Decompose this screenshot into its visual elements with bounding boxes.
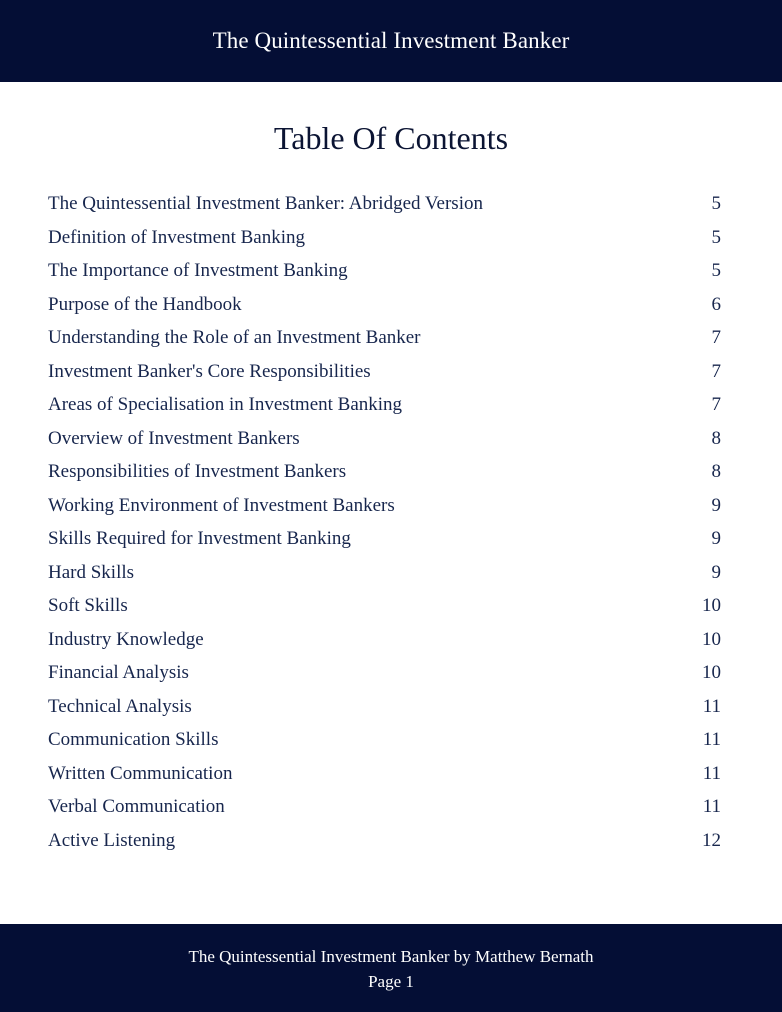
toc-entry-page: 6 bbox=[711, 293, 721, 315]
toc-entry[interactable] bbox=[48, 327, 721, 361]
toc-entry-label: The Quintessential Investment Banker: Abridged Version bbox=[48, 193, 483, 214]
toc-entry-label: Understanding the Role of an Investment Banker bbox=[48, 327, 421, 348]
toc-entry-label: Financial Analysis bbox=[48, 662, 189, 683]
header-title: The Quintessential Investment Banker bbox=[212, 28, 570, 53]
toc-entry-label: Areas of Specialisation in Investment Banking bbox=[48, 394, 403, 415]
toc-entry[interactable] bbox=[48, 662, 721, 696]
toc-entry-label: Soft Skills bbox=[48, 595, 128, 616]
toc-entry[interactable] bbox=[48, 796, 721, 830]
toc-entry-label: Technical Analysis bbox=[48, 695, 192, 717]
toc-entry-page: 11 bbox=[702, 729, 721, 750]
page-footer bbox=[0, 924, 782, 1012]
toc-entry-label: Definition of Investment Banking bbox=[48, 226, 305, 248]
toc-entry-page: 10 bbox=[702, 628, 721, 650]
toc-entry-page: 10 bbox=[702, 595, 721, 616]
toc-entry-label: The Importance of Investment Banking bbox=[48, 260, 348, 281]
toc-entry-label: Active Listening bbox=[48, 829, 176, 851]
toc-entry-label: Overview of Investment Bankers bbox=[48, 427, 300, 449]
toc-entry-page: 5 bbox=[711, 226, 721, 248]
toc-entry-page: 11 bbox=[702, 796, 721, 817]
toc-entry-page: 9 bbox=[711, 528, 721, 549]
toc-entry[interactable] bbox=[48, 495, 721, 529]
toc-entry[interactable] bbox=[48, 227, 721, 261]
footer-page-number: Page 1 bbox=[368, 972, 414, 991]
toc-entry-page: 5 bbox=[711, 260, 721, 281]
footer-credit: The Quintessential Investment Banker by Matthew Bernath bbox=[188, 947, 594, 966]
toc-entry[interactable] bbox=[48, 528, 721, 562]
toc-entry-page: 10 bbox=[702, 662, 721, 683]
toc-entry-label: Communication Skills bbox=[48, 729, 219, 750]
toc-entry[interactable] bbox=[48, 562, 721, 596]
toc-entry[interactable] bbox=[48, 461, 721, 495]
toc-entry-page: 9 bbox=[711, 494, 721, 516]
toc-entry[interactable] bbox=[48, 763, 721, 797]
toc-entry[interactable] bbox=[48, 361, 721, 395]
toc-entry[interactable] bbox=[48, 294, 721, 328]
toc-entry[interactable] bbox=[48, 428, 721, 462]
toc-entry[interactable] bbox=[48, 729, 721, 763]
toc-entry-label: Skills Required for Investment Banking bbox=[48, 528, 351, 549]
toc-entry-page: 7 bbox=[711, 394, 721, 415]
toc-entry-page: 7 bbox=[711, 360, 721, 382]
toc-entry[interactable] bbox=[48, 629, 721, 663]
page-header bbox=[0, 0, 782, 82]
toc-entry-page: 5 bbox=[711, 193, 721, 214]
toc-entry-page: 11 bbox=[702, 695, 721, 717]
toc-entry[interactable] bbox=[48, 830, 721, 864]
toc-entry-page: 7 bbox=[711, 327, 721, 348]
toc-title: Table Of Contents bbox=[273, 120, 509, 156]
toc-entry-label: Purpose of the Handbook bbox=[48, 293, 242, 315]
toc-entry-label: Responsibilities of Investment Bankers bbox=[48, 461, 347, 482]
toc-entry[interactable] bbox=[48, 595, 721, 629]
toc-entry-page: 12 bbox=[702, 829, 721, 851]
toc-entry-label: Hard Skills bbox=[48, 561, 135, 583]
toc-entry-page: 8 bbox=[711, 461, 721, 482]
toc-entry-page: 9 bbox=[711, 561, 721, 583]
toc-entry-label: Written Communication bbox=[48, 762, 233, 784]
toc-entry-page: 11 bbox=[702, 762, 721, 784]
toc-entry[interactable] bbox=[48, 696, 721, 730]
toc-entry-label: Verbal Communication bbox=[48, 796, 225, 817]
toc-entry-page: 8 bbox=[711, 427, 721, 449]
toc-entry-label: Industry Knowledge bbox=[48, 628, 204, 650]
toc-entry[interactable] bbox=[48, 394, 721, 428]
toc-entry[interactable] bbox=[48, 193, 721, 227]
toc-entry-label: Working Environment of Investment Bankers bbox=[48, 494, 395, 516]
toc-entry[interactable] bbox=[48, 260, 721, 294]
toc-list bbox=[48, 193, 721, 863]
toc-entry-label: Investment Banker's Core Responsibilities bbox=[48, 360, 371, 382]
